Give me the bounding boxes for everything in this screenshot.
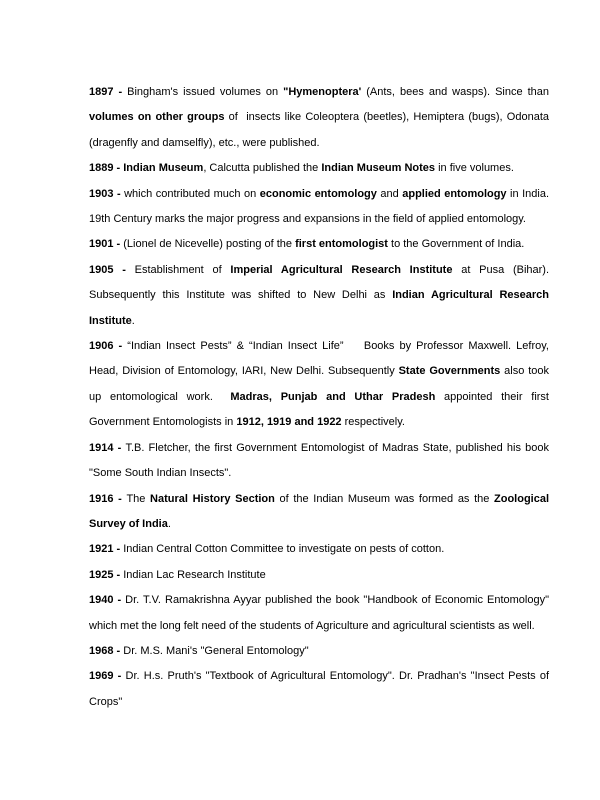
text-run: Bingham's issued volumes on [127,86,284,98]
text-run: which contributed much on [124,187,260,200]
bold-text-run: Madras, Punjab and Uthar Pradesh [230,390,436,403]
document-page [89,80,553,715]
timeline-entry-1905 [89,258,553,334]
text-run: respectively. [341,416,405,429]
text-run: at Pusa (Bihar). Subsequently this Institute was shifted to New Delhi as [89,263,553,302]
text-run: in India. 19th Century marks the major progress and expansions in the field of applied entomology. [89,187,553,226]
text-run: , Calcutta published the [203,162,322,175]
text-run: “Indian Insect Pests” & “Indian Insect Life” Books by Professor Maxwell. Lefroy, Head, Division of Entomology, IARI, New Delhi. Subsequently [89,340,553,378]
timeline-entry-1916 [89,487,549,538]
timeline-entry-1889 [89,156,549,181]
bold-text-run: volumes on other groups [89,111,225,124]
text-run: . [131,314,135,327]
text-run: . [167,517,171,530]
text-run: Dr. H.s. Pruth's "Textbook of Agricultural Entomology". Dr. Pradhan's "Insect Pests of Crops" [89,670,553,708]
text-run: Indian Lac Research Institute [123,568,266,581]
bold-text-run: Zoological Survey of India [89,492,550,530]
bold-text-run: 1969 - [89,670,126,683]
bold-text-run: 1903 - [89,187,125,200]
bold-text-run: 1916 - [89,492,127,505]
text-run: Indian Central Cotton Committee to investigate on pests of cotton. [123,543,445,556]
bold-text-run: economic entomology [259,187,377,200]
timeline-entry-1903 [89,182,553,233]
timeline-entry-1914 [89,436,553,487]
bold-text-run: State Governments [398,365,501,378]
timeline-entry-1969 [89,664,553,715]
text-run: and [376,187,403,200]
text-run: (Lionel de Nicevelle) posting of the [123,238,296,251]
bold-text-run: 1889 - Indian Museum [89,162,204,175]
text-run: The [126,492,151,505]
timeline-entry-1897 [89,80,553,156]
text-run: also took up entomological work. [89,365,553,403]
bold-text-run: Indian Agricultural Research Institute [89,289,549,327]
timeline-entry-1901 [89,232,549,257]
timeline-entry-1940 [89,588,553,639]
timeline-entry-1968 [89,639,549,664]
bold-text-run: Indian Museum Notes [321,162,436,175]
text-run: in five volumes. [435,162,514,175]
bold-text-run: 1925 - [89,568,124,581]
text-run: Dr. T.V. Ramakrishna Ayyar published the book "Handbook of Economic Entomology" which met the long felt need of the students of Agriculture and agricultural scientists as well. [89,594,553,632]
text-run: appointed their first Government Entomologists in [89,390,553,429]
bold-text-run: first entomologist [295,238,388,251]
bold-text-run: 1914 - [89,441,126,454]
text-run: (Ants, bees and wasps). Since than [361,86,553,98]
bold-text-run: 1921 - [89,543,124,556]
timeline-entry-1925 [89,563,549,588]
bold-text-run: 1897 - [89,86,128,98]
timeline-entry-1906 [89,334,553,436]
bold-text-run: 1940 - [89,594,126,607]
bold-text-run: Imperial Agricultural Research Institute [230,263,453,276]
bold-text-run: 1968 - [89,644,124,657]
bold-text-run: 1905 - [89,263,135,276]
bold-text-run: 1906 - [89,340,128,353]
text-run: of the Indian Museum was formed as the [274,492,495,505]
bold-text-run: 1901 - [89,238,124,251]
text-run: T.B. Fletcher, the first Government Entomologist of Madras State, published his book "Some South Indian Insects". [89,441,553,480]
text-run: Establishment of [134,263,231,276]
bold-text-run: 1912, 1919 and 1922 [236,416,342,429]
bold-text-run: Natural History Section [150,492,275,505]
bold-text-run: "Hymenoptera' [283,86,362,98]
timeline-entry-1921 [89,537,549,562]
text-run: of insects like Coleoptera (beetles), Hemiptera (bugs), Odonata (dragenfly and damselfly), etc., were published. [89,111,553,149]
text-run: to the Government of India. [387,238,525,251]
bold-text-run: applied entomology [402,187,507,200]
text-run: Dr. M.S. Mani's "General Entomology" [123,644,309,657]
